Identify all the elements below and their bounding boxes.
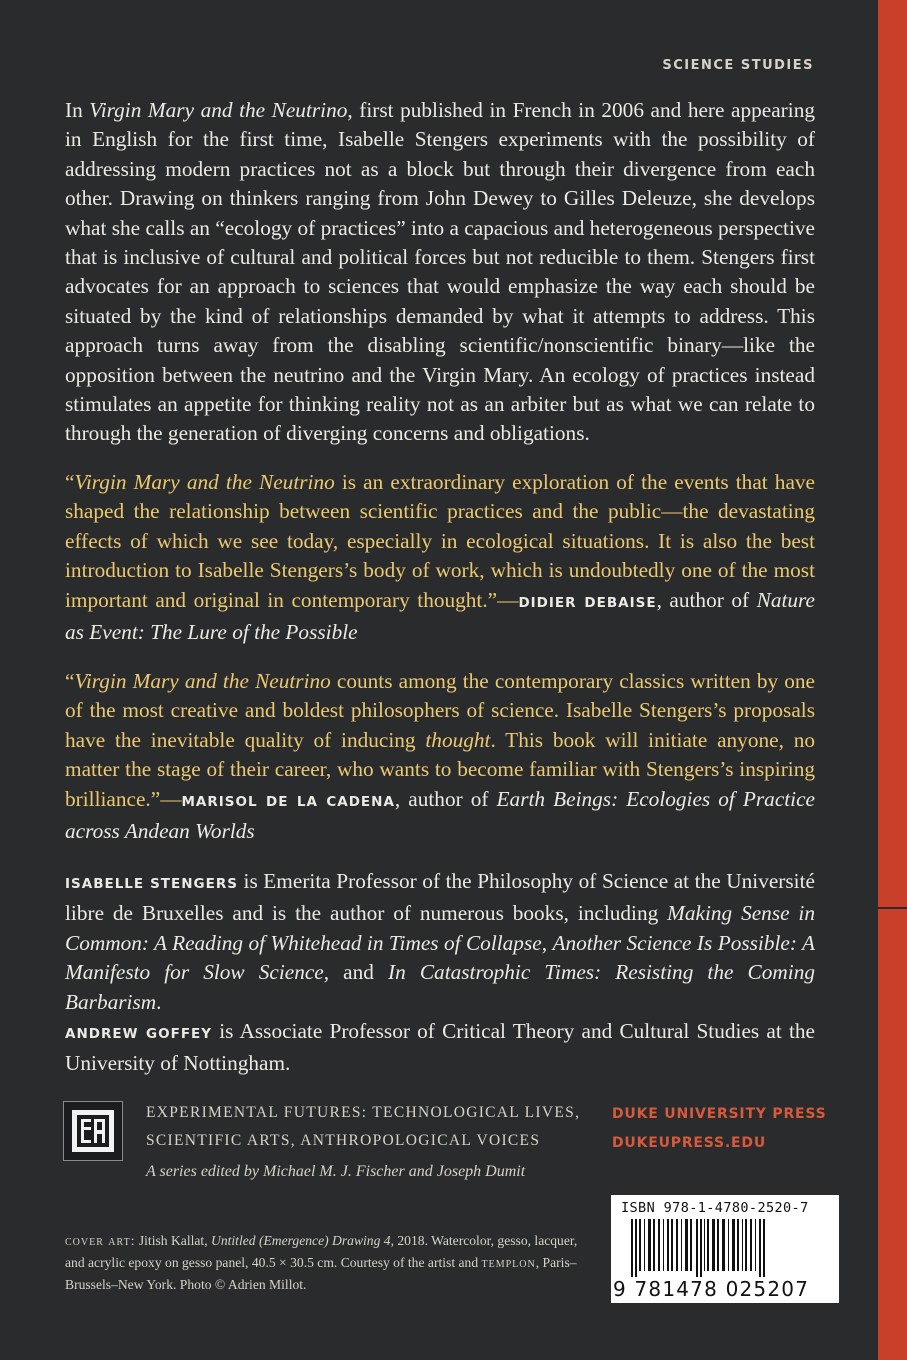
barcode-bar [676,1219,678,1271]
ean-digits: 9 781478 025207 [613,1277,810,1301]
barcode-bar [681,1219,682,1271]
barcode-bar [763,1219,765,1277]
barcode-bar [759,1219,761,1277]
barcode-bar [653,1219,655,1271]
publisher-info [612,1100,827,1158]
blurb-author: DIDIER DEBAISE [518,594,657,611]
barcode-bar [728,1219,729,1271]
translator-name: ANDREW GOFFEY [65,1026,213,1043]
barcode-bar [700,1219,702,1277]
section-label: SCIENCE STUDIES [662,58,814,73]
barcode-bar [667,1219,669,1271]
barcode-bar [745,1219,747,1271]
barcode-bar [685,1219,688,1271]
blurb-de-la-cadena: “Virgin Mary and the Neutrino counts among the contemporary classics written by one of the most creative and boldest philosophers of science. Isabelle Stengers’s proposals have the inevitable quality of inducing thought. This book will initiate anyone, no matter the stage of their career, who wants to become familiar with Stengers’s inspiring brilliance.”—MARISOL DE LA CADENA, author of Earth Beings: Ecologies of Practice across Andean Worlds [65,669,816,844]
barcode-bar [639,1219,641,1271]
barcode-bar [717,1219,719,1271]
barcode-bars [629,1219,835,1277]
isbn-barcode [611,1195,839,1303]
book-description: In Virgin Mary and the Neutrino, first published in French in 2006 and here appearing in English for the first time, Isabelle Stengers experiments with the possibility of addressing modern practices not as a block but through their divergence from each other. Drawing on thinkers ranging from John Dewey to Gilles Deleuze, she develops what she calls an “ecology of practices” into a capacious and heterogeneous perspective that is inclusive of cultural and political forces but not reducible to them. Stengers first advocates for an approach to sciences that would emphasize the way each should be situated by the kind of relationships demanded by what it attempts to address. This approach turns away from the disabling scientific/nonscientific binary—like the opposition between the neutrino and the Virgin Mary. An ecology of practices instead stimulates an appetite for thinking reality not as an arbiter but as what we can relate to through the generation of diverging concerns and obligations. [65,98,815,446]
barcode-bar [658,1219,660,1271]
barcode-bar [750,1219,752,1271]
barcode-bar [671,1219,673,1271]
barcode-bar [690,1219,692,1271]
barcode-bar [635,1219,637,1277]
barcode-bar [631,1219,633,1277]
isbn-label: ISBN 978-1-4780-2520-7 [621,1200,809,1216]
spine-strip [878,0,907,1360]
barcode-bar [722,1219,725,1271]
barcode-bar [644,1219,645,1271]
barcode-bar [742,1219,743,1271]
barcode-bar [737,1219,739,1271]
barcode-bar [755,1219,756,1271]
barcode-bar [704,1219,705,1271]
series-title: EXPERIMENTAL FUTURES: TECHNOLOGICAL LIVES, SCIENTIFIC ARTS, ANTHROPOLOGICAL VOICES [146,1104,581,1149]
barcode-bar [732,1219,735,1271]
author-name: ISABELLE STENGERS [65,876,238,892]
spine-divider [878,907,907,909]
barcode-bar [712,1219,715,1271]
author-bio: ISABELLE STENGERS is Emerita Professor of the Philosophy of Science at the Université libre de Bruxelles and is the author of numerous books, including Making Sense in Common: A Reading of Whitehead in Times of Collapse, Another Science Is Possible: A Manifesto for Slow Science, and In Catastrophic Times: Resisting the Coming Barbarism. ANDREW GOFFEY is Associate Professor of Critical Theory and Cultural Studies at the University of Nottingham. [65,869,816,1076]
publisher-url: DUKEUPRESS.EDU [612,1135,766,1151]
barcode-bar [648,1219,651,1271]
cover-art-credit: cover art: Jitish Kallat, Untitled (Emergence) Drawing 4, 2018. Watercolor, gesso, lacquer, and acrylic epoxy on gesso panel, 40.5 × 30.5 cm. Courtesy of the artist and templon, Paris–Brussels–New York. Photo © Adrien Millot. [65,1233,578,1292]
book-title: Virgin Mary and the Neutrino [89,98,348,122]
experimental-futures-logo-icon [63,1101,123,1161]
series-editors: A series edited by Michael M. J. Fischer and Joseph Dumit [146,1163,526,1180]
blurb-author: MARISOL DE LA CADENA [181,793,395,810]
publisher-name: DUKE UNIVERSITY PRESS [612,1106,827,1122]
barcode-bar [696,1219,698,1277]
barcode-bar [707,1219,709,1271]
blurb-debaise: “Virgin Mary and the Neutrino is an extraordinary exploration of the events that have shaped the relationship between scientific practices and the public—the devastating effects of which we see today, especially in ecological situations. It is also the best introduction to Isabelle Stengers’s body of work, which is undoubtedly one of the most important and original in contemporary thought.”—DIDIER DEBAISE, author of Nature as Event: The Lure of the Possible [65,470,815,645]
barcode-bar [663,1219,664,1271]
